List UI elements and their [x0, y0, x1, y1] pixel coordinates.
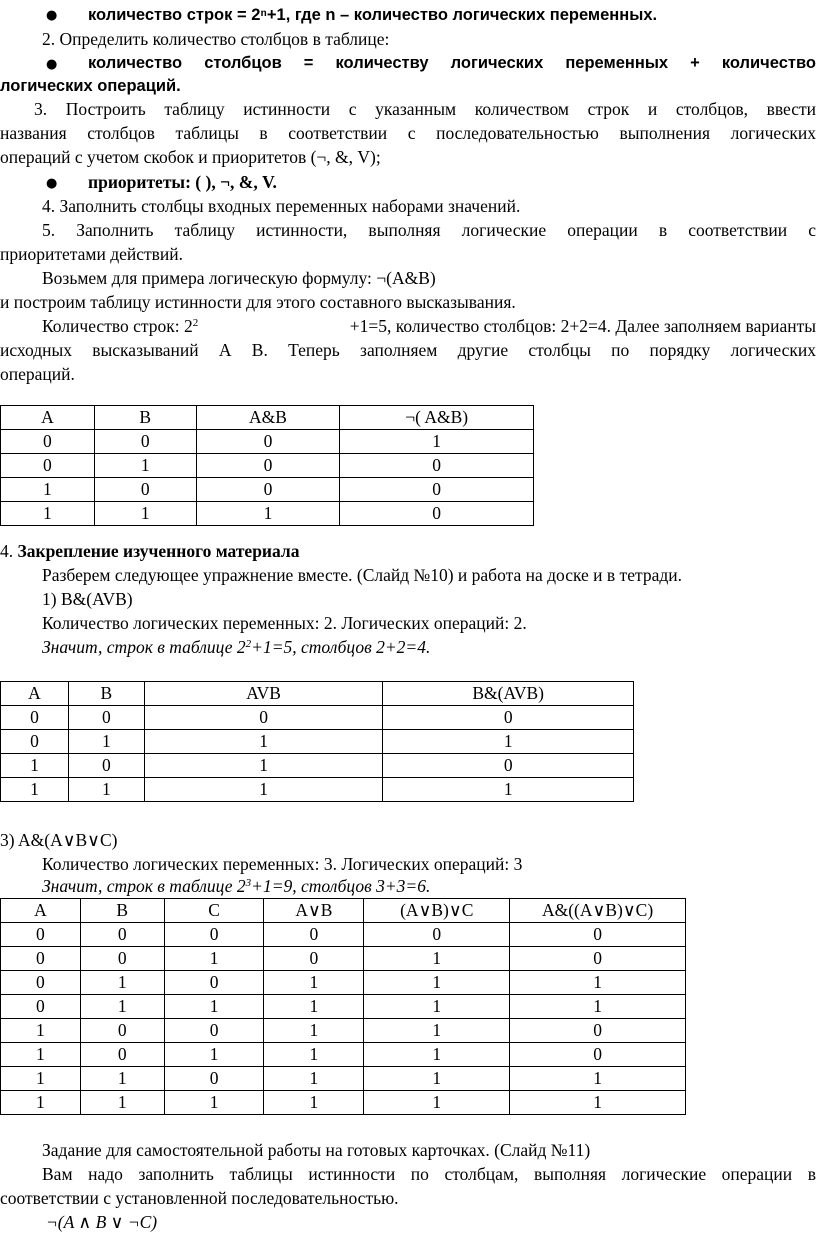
table-row [1, 754, 634, 778]
step-4: 4. Заполнить столбцы входных переменных наборами значений. [42, 196, 521, 216]
table-header-cell: A&((A∨B)∨C) [510, 899, 686, 923]
table-cell: 1 [510, 1091, 686, 1115]
table-cell: 0 [68, 706, 144, 730]
table-cell: 1 [1, 1067, 81, 1091]
table-row [1, 478, 534, 502]
table-cell: 1 [264, 1091, 364, 1115]
table-cell: 1 [80, 1091, 164, 1115]
task-line2b: соответствии с установленной последовательностью. [0, 1188, 399, 1208]
table-cell: 1 [94, 502, 196, 526]
example-line2: и построим таблицу истинности для этого составного высказывания. [0, 292, 516, 312]
table-cell: 0 [94, 478, 196, 502]
count-line1-end: +1=5, количество столбцов: 2+2=4. Далее заполняем варианты [349, 316, 816, 336]
table-cell: 1 [364, 971, 510, 995]
table-header-cell: B [68, 682, 144, 706]
truth-table-3 [0, 898, 686, 1115]
table-cell: 1 [1, 478, 95, 502]
table-cell: 1 [383, 778, 634, 802]
table-cell: 0 [340, 454, 534, 478]
table-cell: 1 [94, 454, 196, 478]
section-4-heading: 4. Закрепление изученного материала [0, 541, 300, 561]
table-header-cell: A [1, 682, 69, 706]
table-cell: 0 [1, 730, 69, 754]
table-cell: 0 [164, 1067, 264, 1091]
table-cell: 0 [340, 502, 534, 526]
table-cell: 1 [364, 995, 510, 1019]
table-cell: 1 [264, 1067, 364, 1091]
table-cell: 1 [1, 502, 95, 526]
table-row [1, 730, 634, 754]
table-row [1, 706, 634, 730]
count-line2: исходных высказываний А В. Теперь заполняем другие столбцы по порядку логических [0, 340, 816, 360]
task-line1: Задание для самостоятельной работы на готовых карточках. (Слайд №11) [42, 1140, 591, 1160]
table-cell: 1 [144, 730, 383, 754]
table-header-cell: ¬( A&B) [340, 406, 534, 430]
table-cell: 1 [364, 1091, 510, 1115]
step-5-line2: приоритетами действий. [0, 244, 184, 264]
table-cell: 0 [264, 947, 364, 971]
table-cell: 0 [196, 454, 340, 478]
table-cell: 1 [264, 1019, 364, 1043]
table-header-row [1, 682, 634, 706]
count-line3: операций. [0, 364, 75, 384]
table-row [1, 1043, 686, 1067]
table-header-cell: AVB [144, 682, 383, 706]
table-cell: 0 [1, 923, 81, 947]
table-cell: 1 [510, 971, 686, 995]
table-header-cell: (A∨B)∨C [364, 899, 510, 923]
table-cell: 0 [510, 947, 686, 971]
table-cell: 0 [1, 430, 95, 454]
table-cell: 1 [164, 995, 264, 1019]
table-cell: 1 [264, 995, 364, 1019]
table-cell: 1 [340, 430, 534, 454]
step-2: 2. Определить количество столбцов в таблице: [42, 29, 390, 49]
table-cell: 1 [80, 971, 164, 995]
table-cell: 1 [364, 1043, 510, 1067]
task-formula: ¬(A ∧ B ∨ ¬C) [46, 1212, 158, 1232]
bullet-dot: ● [46, 8, 58, 23]
table-row [1, 454, 534, 478]
table-cell: 0 [340, 478, 534, 502]
table-cell: 0 [80, 947, 164, 971]
table-header-cell: A [1, 406, 95, 430]
table-row [1, 430, 534, 454]
exercise-1-result: Значит, строк в таблице $2^2+1=5$, столбцов 2+2=4. [42, 637, 431, 657]
table-cell: 0 [1, 706, 69, 730]
table-cell: 1 [510, 1067, 686, 1091]
table-cell: 1 [144, 778, 383, 802]
table-row [1, 995, 686, 1019]
count-line1-start: Количество строк: $2^2$ [42, 316, 199, 336]
table-row [1, 947, 686, 971]
table-cell: 1 [264, 971, 364, 995]
table-cell: 0 [80, 1019, 164, 1043]
table-cell: 0 [196, 478, 340, 502]
table-cell: 0 [80, 923, 164, 947]
table-row [1, 1091, 686, 1115]
table-cell: 0 [510, 923, 686, 947]
table-cell: 1 [383, 730, 634, 754]
exercise-3-result: Значит, строк в таблице $2^3+1=9$, столбцов 3+3=6. [42, 876, 431, 896]
table-cell: 1 [1, 1091, 81, 1115]
task-line2a: Вам надо заполнить таблицы истинности по столбцам, выполняя логические операции в [42, 1164, 816, 1184]
table-cell: 0 [364, 923, 510, 947]
count-line1 [42, 314, 816, 338]
table-header-cell: B [94, 406, 196, 430]
step-5-line1: 5. Заполнить таблицу истинности, выполняя логические операции в соответствии с [42, 220, 816, 240]
table-cell: 0 [80, 1043, 164, 1067]
table-cell: 0 [1, 454, 95, 478]
table-cell: 1 [1, 754, 69, 778]
table-cell: 0 [94, 430, 196, 454]
step-3-line3: операций с учетом скобок и приоритетов (¬, &, V); [0, 147, 381, 167]
table-cell: 0 [510, 1019, 686, 1043]
table-cell: 0 [164, 923, 264, 947]
table-cell: 0 [264, 923, 364, 947]
bullet-priorities: приоритеты: ( ), ¬, &, V. [88, 172, 277, 192]
table-cell: 0 [144, 706, 383, 730]
table-cell: 0 [164, 971, 264, 995]
table-cell: 1 [264, 1043, 364, 1067]
truth-table-1 [0, 405, 534, 526]
example-line1: Возьмем для примера логическую формулу: ¬(A&B) [42, 268, 436, 288]
table-cell: 1 [68, 730, 144, 754]
table-header-row [1, 406, 534, 430]
table-cell: 1 [1, 1019, 81, 1043]
table-cell: 0 [383, 706, 634, 730]
table-header-cell: A [1, 899, 81, 923]
table-header-cell: C [164, 899, 264, 923]
table-cell: 1 [1, 778, 69, 802]
table-row [1, 778, 634, 802]
table-row [1, 971, 686, 995]
exercise-1-title: 1) B&(AVB) [42, 589, 133, 609]
table-header-cell: A&B [196, 406, 340, 430]
table-row [1, 1067, 686, 1091]
table-cell: 1 [510, 995, 686, 1019]
table-cell: 0 [1, 971, 81, 995]
bullet-columns-count-line1: количество столбцов = количеству логических переменных + количество [88, 54, 816, 72]
table-cell: 1 [1, 1043, 81, 1067]
step-3-line1: 3. Построить таблицу истинности с указанным количеством строк и столбцов, ввести [34, 99, 816, 119]
truth-table-2 [0, 681, 634, 802]
table-cell: 0 [68, 754, 144, 778]
table-cell: 0 [510, 1043, 686, 1067]
exercise-1-counts: Количество логических переменных: 2. Логических операций: 2. [42, 613, 527, 633]
table-cell: 0 [196, 430, 340, 454]
table-cell: 1 [164, 947, 264, 971]
table-header-cell: B [80, 899, 164, 923]
bullet-dot: ● [46, 176, 58, 191]
table-cell: 1 [80, 1067, 164, 1091]
section-4-line1: Разберем следующее упражнение вместе. (Слайд №10) и работа на доске и в тетради. [42, 565, 682, 585]
table-cell: 1 [364, 947, 510, 971]
bullet-columns-count-line2: логических операций. [0, 77, 181, 95]
table-cell: 1 [164, 1043, 264, 1067]
table-cell: 1 [364, 1019, 510, 1043]
table-header-cell: A∨B [264, 899, 364, 923]
bullet-dot: ● [46, 57, 58, 72]
table-cell: 1 [164, 1091, 264, 1115]
table-header-row [1, 899, 686, 923]
bullet-rows-count: количество строк = 2ⁿ+1, где n – количество логических переменных. [88, 6, 658, 24]
table-row [1, 923, 686, 947]
exercise-3-counts: Количество логических переменных: 3. Логических операций: 3 [42, 854, 523, 874]
table-cell: 0 [383, 754, 634, 778]
exercise-3-title: 3) A&(A∨B∨C) [0, 830, 118, 850]
table-cell: 0 [1, 995, 81, 1019]
step-3-line2: названия столбцов таблицы в соответствии с последовательностью выполнения логических [0, 123, 816, 143]
table-cell: 0 [1, 947, 81, 971]
table-cell: 0 [164, 1019, 264, 1043]
table-cell: 1 [196, 502, 340, 526]
table-cell: 1 [144, 754, 383, 778]
table-row [1, 502, 534, 526]
table-row [1, 1019, 686, 1043]
table-cell: 1 [80, 995, 164, 1019]
table-cell: 1 [364, 1067, 510, 1091]
table-header-cell: B&(AVB) [383, 682, 634, 706]
table-cell: 1 [68, 778, 144, 802]
